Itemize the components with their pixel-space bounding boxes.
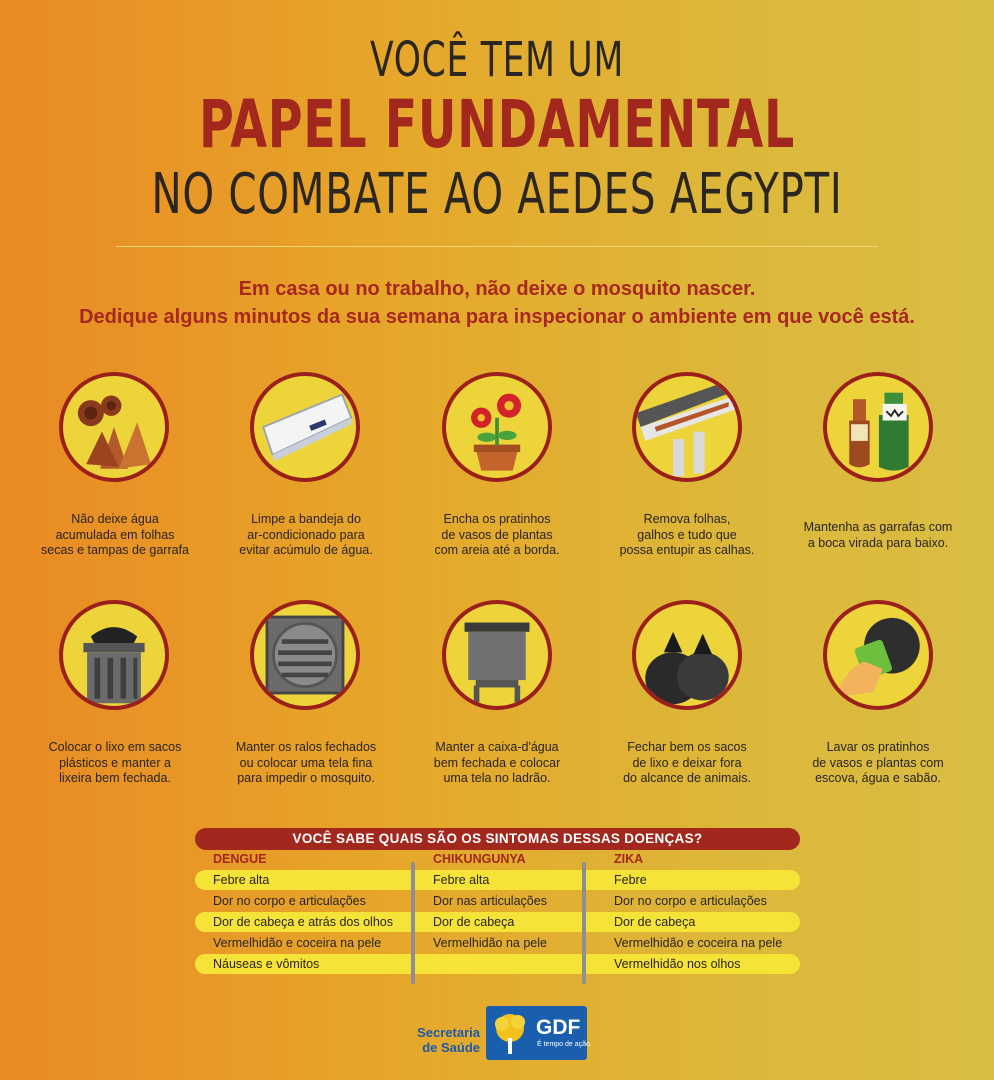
secretaria-line-1: Secretaria: [417, 1025, 480, 1040]
symptom-item: Febre alta: [433, 873, 490, 887]
disease-chikungunya-heading: CHIKUNGUNYA: [433, 852, 526, 866]
tip-caption: [592, 512, 782, 559]
subtitle-line-2: Dedique alguns minutos da sua semana para inspecionar o ambiente em que você está.: [79, 306, 915, 328]
bottles-icon: [823, 372, 933, 482]
symptom-item: Vermelhidão na pele: [433, 936, 547, 950]
leaves-icon: [59, 372, 169, 482]
table-row: [195, 870, 800, 890]
tip-caption-line: do alcance de animais.: [623, 771, 751, 785]
water-tank-icon: [442, 600, 552, 710]
trash-bin-icon: [59, 600, 169, 710]
title-line-2: PAPEL FUNDAMENTAL: [199, 86, 795, 163]
scrubbing-icon: [823, 600, 933, 710]
symptom-item: Febre alta: [213, 873, 270, 887]
air-conditioner-icon: [250, 372, 360, 482]
tip-caption: [783, 520, 973, 551]
disease-dengue-heading: DENGUE: [213, 852, 267, 866]
garbage-bags-icon: [632, 600, 742, 710]
tip-caption-line: Lavar os pratinhos: [826, 740, 930, 754]
tip-caption: [402, 512, 592, 559]
gdf-slogan: É tempo de ação.: [537, 1041, 592, 1048]
symptom-item: Vermelhidão e coceira na pele: [614, 936, 783, 950]
tip-caption-line: secas e tampas de garrafa: [41, 543, 189, 557]
symptom-item: Dor de cabeça: [614, 915, 696, 929]
tip-caption-line: de lixo e deixar fora: [632, 755, 742, 770]
tip-caption-line: para impedir o mosquito.: [237, 771, 375, 785]
tip-caption-line: uma tela no ladrão.: [443, 771, 551, 785]
divider: [116, 246, 878, 247]
tip-caption-line: bem fechada e colocar: [433, 755, 561, 770]
tip-caption-line: de vasos e plantas com: [812, 755, 944, 770]
tip-caption-line: plásticos e manter a: [59, 755, 171, 770]
tip-caption: [211, 740, 401, 787]
tip-caption-line: possa entupir as calhas.: [619, 543, 755, 557]
symptom-item: Náuseas e vômitos: [213, 957, 320, 971]
symptom-item: Dor no corpo e articulações: [213, 894, 366, 908]
tip-caption: [592, 740, 782, 787]
gutter-icon: [632, 372, 742, 482]
tip-caption: [20, 740, 210, 787]
tip-caption-line: escova, água e sabão.: [815, 771, 941, 785]
flower-pot-icon: [442, 372, 552, 482]
symptom-item: Febre: [614, 873, 647, 887]
tip-caption-line: de vasos de plantas: [441, 527, 553, 542]
tip-caption-line: Remova folhas,: [643, 512, 731, 526]
secretaria-logo: [400, 1025, 480, 1055]
symptom-item: Dor de cabeça e atrás dos olhos: [213, 915, 393, 929]
tip-caption-line: com areia até a borda.: [434, 543, 560, 557]
column-divider: [411, 862, 415, 984]
subtitle-line-1: Em casa ou no trabalho, não deixe o mosquito nascer.: [238, 278, 756, 300]
gdf-label: GDF: [536, 1016, 581, 1039]
symptoms-heading: VOCÊ SABE QUAIS SÃO OS SINTOMAS DESSAS DOENÇAS?: [195, 828, 800, 850]
symptom-item: Vermelhidão nos olhos: [614, 957, 741, 971]
tip-caption-line: acumulada em folhas: [55, 527, 175, 542]
tip-caption-line: galhos e tudo que: [637, 527, 737, 542]
tip-caption-line: ou colocar uma tela fina: [239, 755, 373, 770]
title-line-3: NO COMBATE AO AEDES AEGYPTI: [151, 162, 843, 227]
tip-caption-line: Manter os ralos fechados: [235, 740, 377, 754]
tip-caption-line: Mantenha as garrafas com: [803, 520, 953, 534]
tip-caption-line: Manter a caixa-d'água: [435, 740, 559, 754]
tip-caption: [783, 740, 973, 787]
secretaria-line-2: de Saúde: [422, 1040, 480, 1055]
symptom-item: Vermelhidão e coceira na pele: [213, 936, 382, 950]
tip-caption-line: ar-condicionado para: [247, 527, 365, 542]
symptom-item: Dor de cabeça: [433, 915, 515, 929]
disease-zika-heading: ZIKA: [614, 852, 644, 866]
tip-caption-line: a boca virada para baixo.: [807, 535, 949, 550]
tip-caption-line: Limpe a bandeja do: [251, 512, 361, 526]
tip-caption: [20, 512, 210, 559]
tip-caption: [402, 740, 592, 787]
column-divider: [582, 862, 586, 984]
symptom-item: Dor no corpo e articulações: [614, 894, 767, 908]
symptom-item: Dor nas articulações: [433, 894, 547, 908]
tip-caption-line: Fechar bem os sacos: [627, 740, 747, 754]
drain-icon: [250, 600, 360, 710]
ipe-tree-icon: [486, 1006, 536, 1060]
tip-caption: [211, 512, 401, 559]
tip-caption-line: evitar acúmulo de água.: [239, 543, 373, 557]
tip-caption-line: Colocar o lixo em sacos: [48, 740, 182, 754]
title-line-1: VOCÊ TEM UM: [370, 32, 624, 88]
tip-caption-line: lixeira bem fechada.: [59, 771, 171, 785]
tip-caption-line: Encha os pratinhos: [443, 512, 551, 526]
tip-caption-line: Não deixe água: [71, 512, 159, 526]
